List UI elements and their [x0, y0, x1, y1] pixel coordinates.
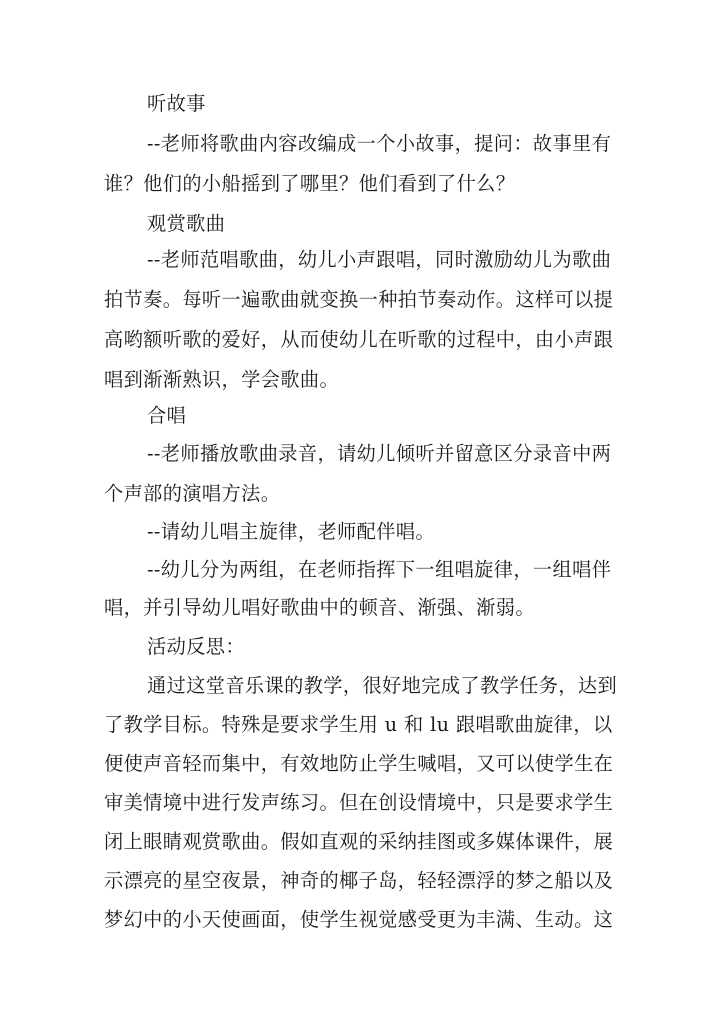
heading-appreciate-song: 观赏歌曲 — [147, 212, 226, 235]
paragraph-line: 梦幻中的小天使画面，使学生视觉感受更为丰满、生动。这 — [104, 908, 614, 931]
paragraph-line: 便使声音轻而集中，有效地防止学生喊唱，又可以使学生在 — [104, 752, 614, 775]
paragraph-line: 闭上眼睛观赏歌曲。假如直观的采纳挂图或多媒体课件，展 — [104, 830, 614, 853]
paragraph-line: 了教学目标。特殊是要求学生用 u 和 lu 跟唱歌曲旋律，以 — [104, 713, 613, 736]
paragraph-line: 谁？他们的小船摇到了哪里？他们看到了什么？ — [104, 172, 516, 195]
paragraph-line: 高哟额听歌的爱好，从而使幼儿在听歌的过程中，由小声跟 — [104, 328, 614, 351]
paragraph-line: --老师范唱歌曲，幼儿小声跟唱，同时激励幼儿为歌曲 — [147, 248, 612, 271]
paragraph-line: 示漂亮的星空夜景，神奇的椰子岛，轻轻漂浮的梦之船以及 — [104, 869, 614, 892]
paragraph-line: 唱到渐渐熟识，学会歌曲。 — [104, 368, 340, 391]
paragraph-line: --请幼儿唱主旋律，老师配伴唱。 — [147, 520, 435, 543]
paragraph-line: --老师播放歌曲录音，请幼儿倾听并留意区分录音中两 — [147, 442, 612, 465]
paragraph-line: 审美情境中进行发声练习。但在创设情境中，只是要求学生 — [104, 791, 614, 814]
paragraph-line: 拍节奏。每听一遍歌曲就变换一种拍节奏动作。这样可以提 — [104, 288, 614, 311]
paragraph-line: --幼儿分为两组，在老师指挥下一组唱旋律，一组唱伴 — [147, 558, 612, 581]
paragraph-line: 唱，并引导幼儿唱好歌曲中的顿音、渐强、渐弱。 — [104, 596, 535, 619]
heading-chorus: 合唱 — [147, 404, 187, 427]
heading-listen-story: 听故事 — [147, 92, 206, 115]
heading-reflection: 活动反思： — [147, 635, 245, 658]
paragraph-line: 个声部的演唱方法。 — [104, 482, 281, 505]
paragraph-line: 通过这堂音乐课的教学，很好地完成了教学任务，达到 — [147, 674, 618, 697]
paragraph-line: --老师将歌曲内容改编成一个小故事，提问：故事里有 — [147, 132, 612, 155]
